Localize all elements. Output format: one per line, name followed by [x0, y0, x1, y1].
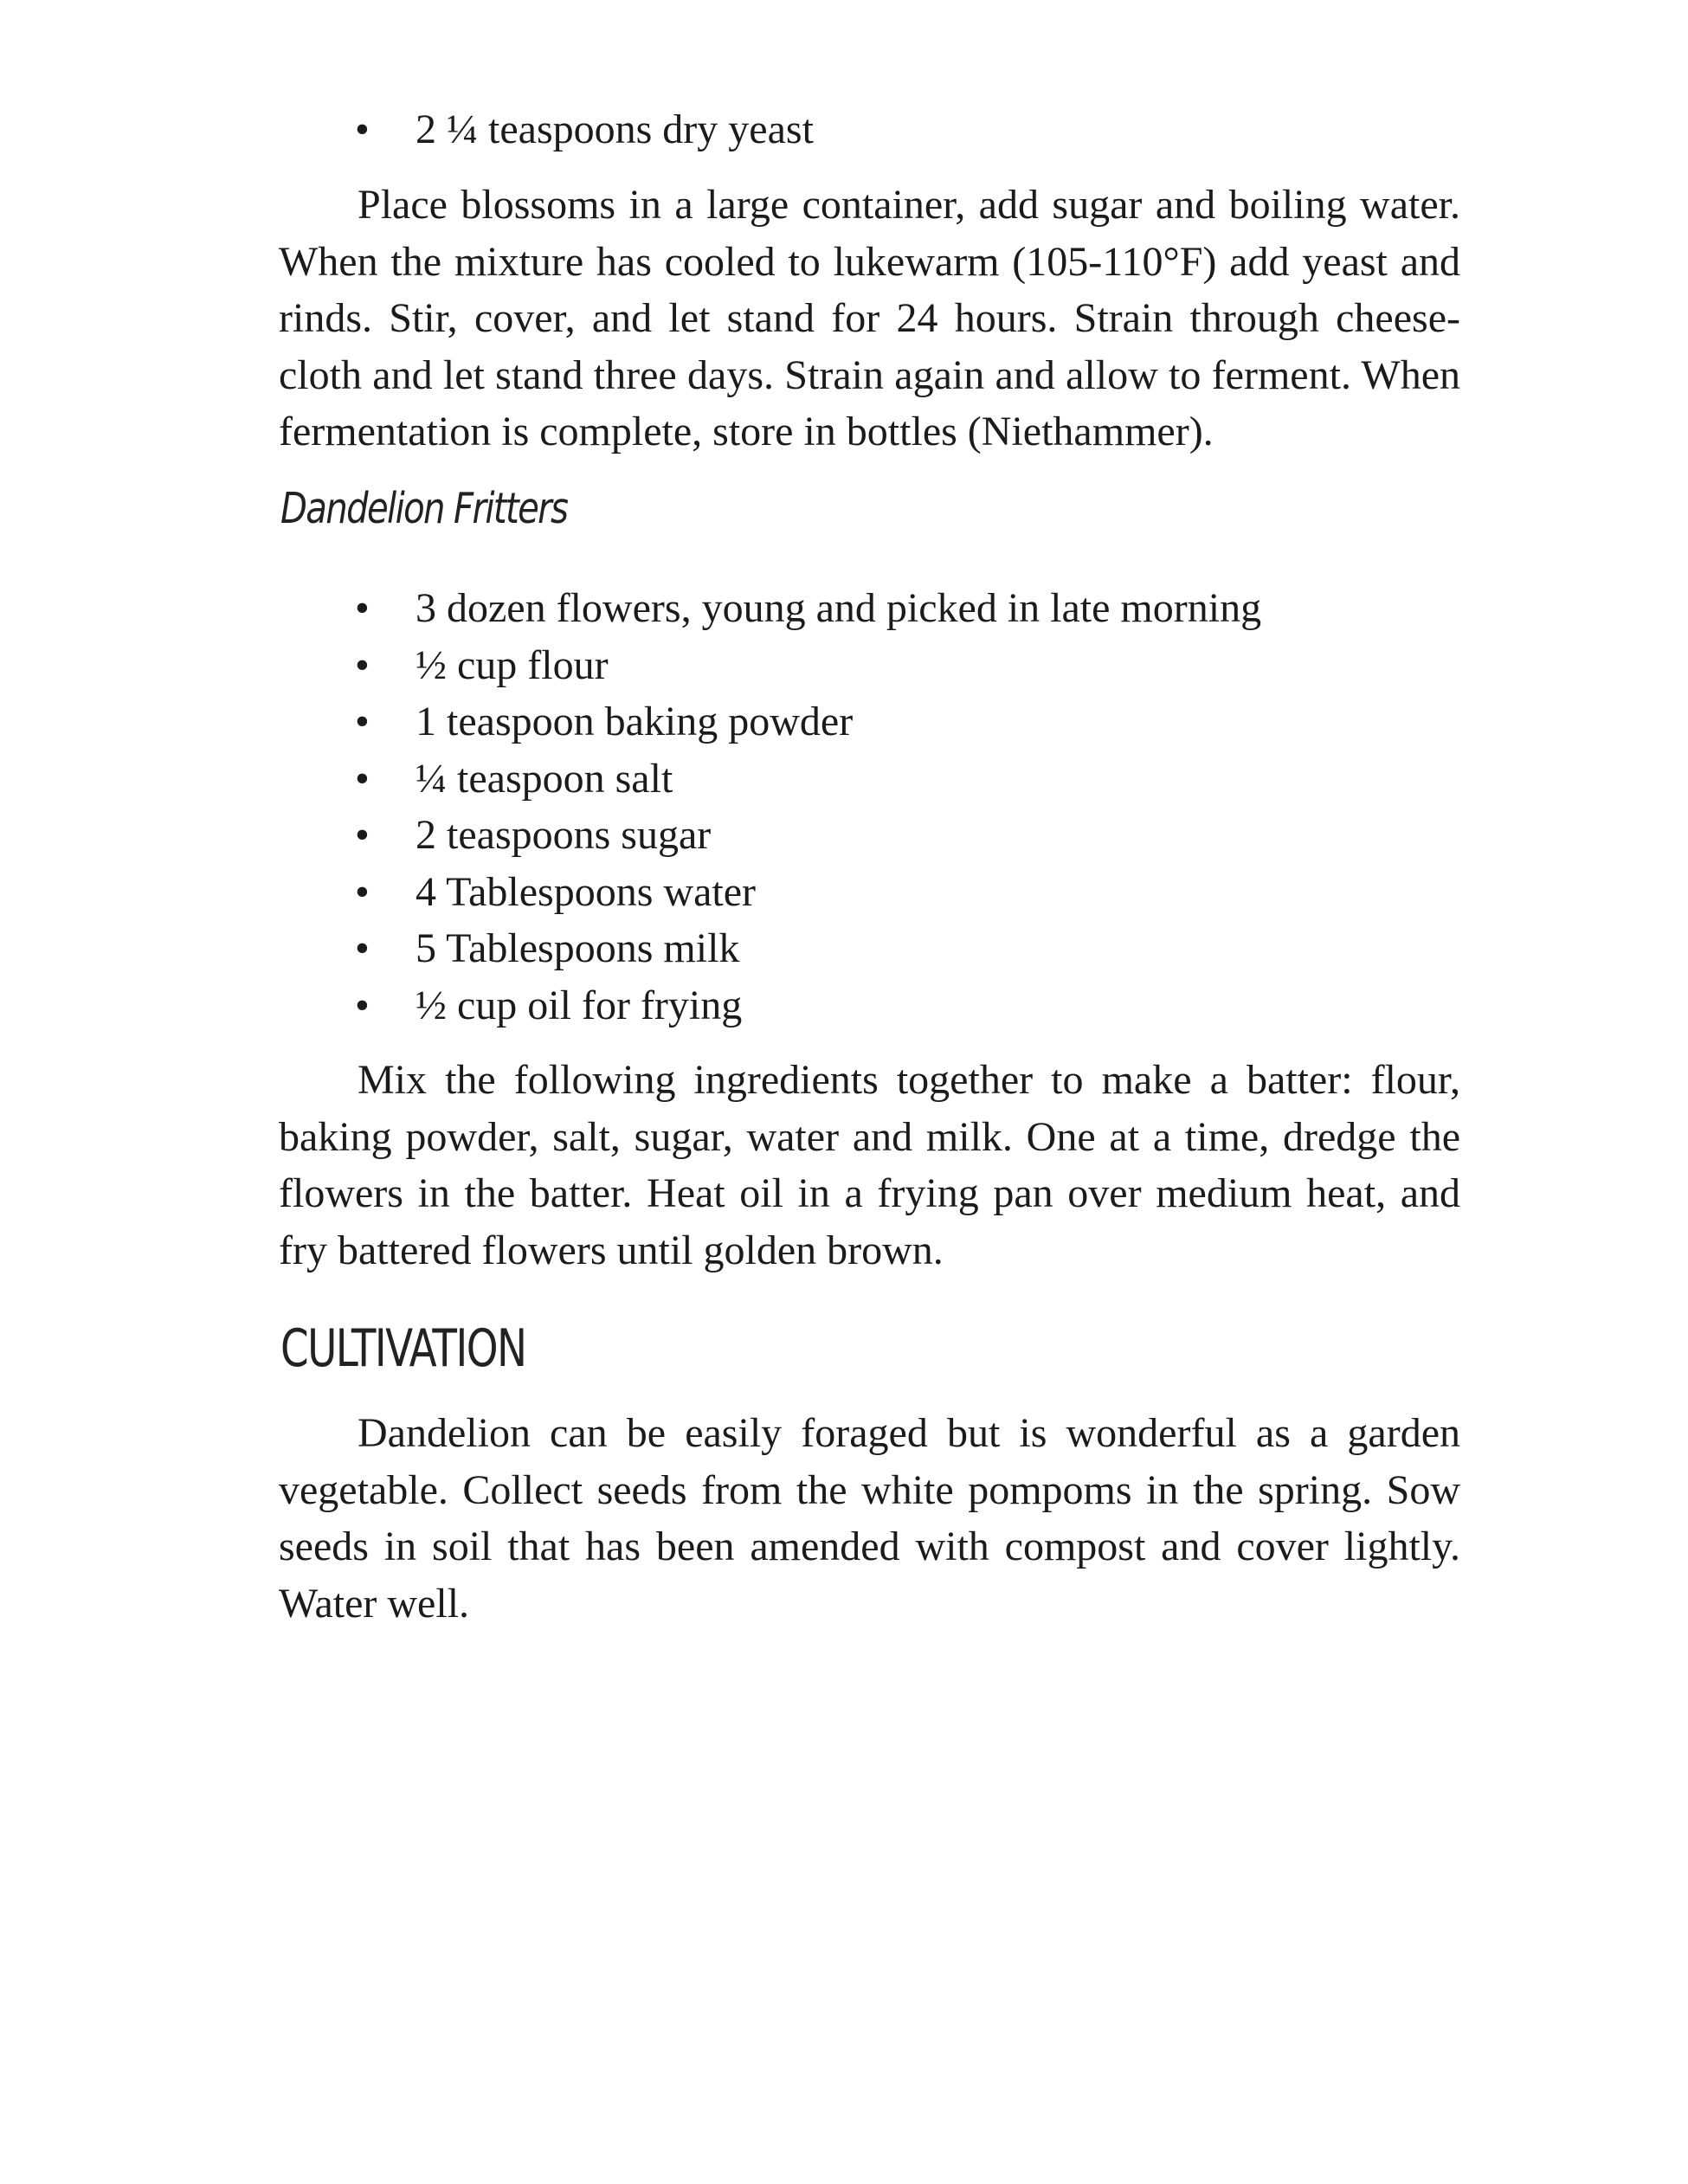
bullet-icon: • [355, 699, 370, 744]
ingredient-text: 3 dozen flowers, young and picked in late morning [416, 585, 1262, 631]
cultivation-paragraph: Dandelion can be easily foraged but is wonderful as a garden vegetable. Collect seeds from the white pompoms in the spring. Sow seeds in soil that has been amended with compost and cover lightly. Water well. [279, 1410, 1460, 1627]
list-item [279, 920, 1261, 977]
bullet-icon: • [355, 755, 370, 802]
bullet-icon: • [355, 812, 370, 858]
fritter-instructions-paragraph: Mix the following ingredients together to make a batter: flour, baking powder, salt, sugar, water and milk. One at a time, dredge the flowers in the batter. Heat oil in a frying pan over medium heat, and fry battered flowers until golden brown. [279, 1057, 1460, 1273]
dandelion-fritters-heading: Dandelion Fritters [280, 484, 568, 533]
bullet-icon: • [355, 925, 370, 971]
list-item [279, 807, 1261, 864]
list-item [279, 637, 1261, 694]
list-item [279, 580, 1261, 637]
ingredient-text: 2 ¼ teaspoons dry yeast [416, 106, 814, 152]
bullet-icon: • [355, 868, 370, 915]
cultivation-heading: CULTIVATION [280, 1318, 526, 1379]
list-item [279, 864, 1261, 921]
list-item [279, 693, 1261, 751]
bullet-icon: • [355, 641, 370, 688]
ingredient-text: 2 teaspoons sugar [416, 812, 712, 858]
bullet-icon: • [355, 106, 370, 152]
ingredient-text: ¼ teaspoon salt [416, 755, 673, 802]
ingredient-text: 1 teaspoon baking powder [416, 699, 854, 744]
wine-instructions-paragraph: Place blossoms in a large container, add sugar and boiling water. When the mixture has cooled to lukewarm (105-110°F) add yeast and rinds. Stir, cover, and let stand for 24 hours. Strain through cheesecloth and let stand three days. Strain again and allow to ferment. When fermentation is complete, store in bottles (Niethammer). [279, 182, 1460, 454]
ingredient-text: ½ cup flour [416, 641, 609, 688]
list-item [279, 101, 814, 158]
bullet-icon: • [355, 982, 370, 1028]
list-item [279, 977, 1261, 1034]
bullet-icon: • [355, 585, 370, 631]
ingredient-text: 4 Tablespoons water [416, 868, 756, 915]
ingredient-text: ½ cup oil for frying [416, 982, 743, 1028]
ingredient-text: 5 Tablespoons milk [416, 925, 740, 971]
fritter-ingredient-list [279, 580, 1261, 1034]
yeast-ingredient-list [279, 101, 814, 158]
list-item [279, 751, 1261, 808]
